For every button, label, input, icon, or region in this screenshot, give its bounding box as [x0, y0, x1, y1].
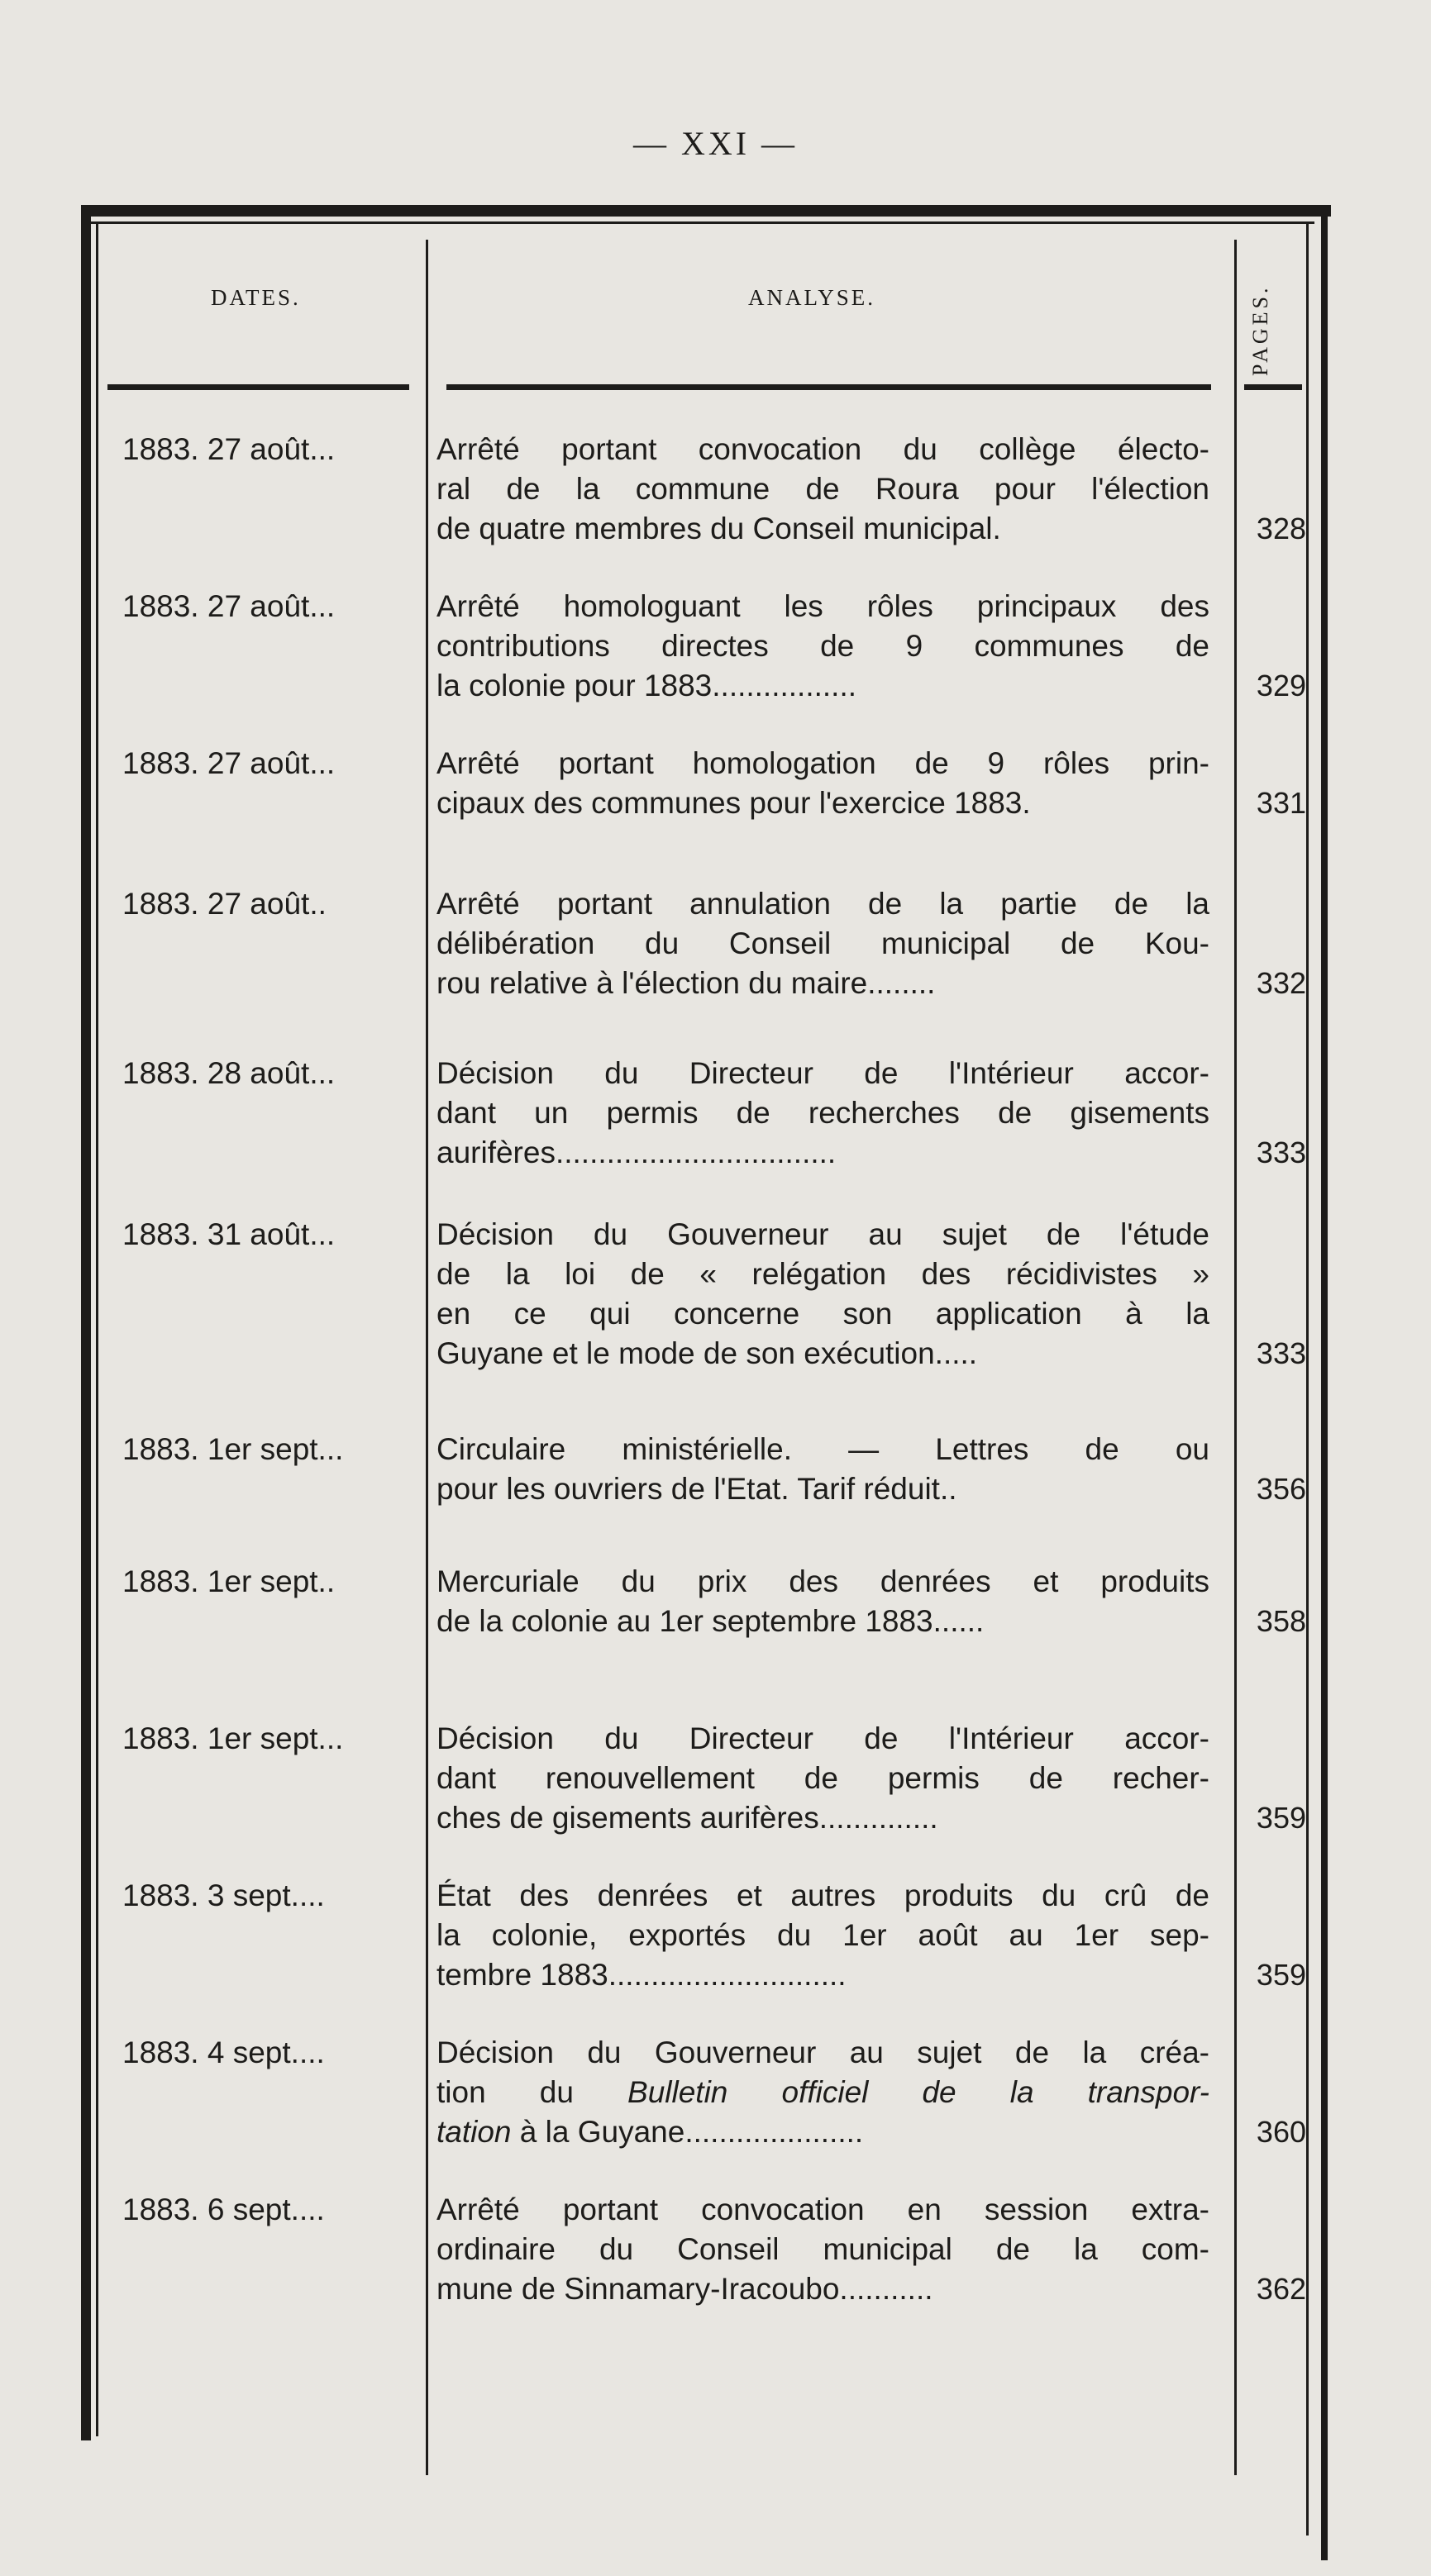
entry-analysis [436, 2190, 1209, 2309]
entry-date: 1883. 6 sept.... [122, 2193, 325, 2226]
entry-analysis-line: Décision du Directeur de l'Intérieur accor- [436, 1721, 1209, 1755]
column-header-dates: DATES. [211, 285, 301, 310]
entry-analysis-line: État des denrées et autres produits du crû de [436, 1878, 1209, 1912]
entry-analysis-line: Arrêté portant annulation de la partie de la [436, 887, 1209, 921]
entry-analysis [436, 1876, 1209, 1995]
entry-page-number: 356 [1256, 1472, 1306, 1506]
entry-date: 1883. 4 sept.... [122, 2036, 325, 2069]
entry-analysis-line: en ce qui concerne son application à la [436, 1297, 1209, 1331]
header-rule-dates [107, 384, 409, 390]
entry-date: 1883. 1er sept... [122, 1721, 344, 1755]
entry-date: 1883. 1er sept... [122, 1432, 344, 1466]
entry-page-number: 362 [1256, 2272, 1306, 2306]
entry-analysis-line: contributions directes de 9 communes de [436, 629, 1209, 663]
header-rule-analysis [446, 384, 1211, 390]
entry-page-number: 331 [1256, 786, 1306, 820]
entry-analysis [436, 744, 1209, 823]
dates-column-divider [426, 240, 428, 2475]
entry-analysis [436, 1562, 1209, 1641]
entry-analysis-line: ches de gisements aurifères.............. [436, 1801, 938, 1835]
entry-analysis-line: dant renouvellement de permis de recher- [436, 1761, 1209, 1795]
entry-analysis [436, 2033, 1209, 2152]
entry-analysis-line: mune de Sinnamary-Iracoubo........... [436, 2272, 933, 2306]
entry-analysis-line: ral de la commune de Roura pour l'élection [436, 472, 1209, 506]
entry-page-number: 359 [1256, 1958, 1306, 1992]
entry-analysis [436, 1719, 1209, 1838]
entry-analysis [436, 1215, 1209, 1374]
entry-analysis-line: Circulaire ministérielle. — Lettres de ou [436, 1432, 1209, 1466]
column-header-pages: PAGES. [1248, 284, 1272, 376]
entry-page-number: 359 [1256, 1801, 1306, 1835]
entry-analysis [436, 587, 1209, 706]
entry-date: 1883. 27 août.. [122, 887, 327, 921]
entry-date: 1883. 28 août... [122, 1056, 336, 1090]
pages-column-divider [1234, 240, 1237, 2475]
entry-analysis-line: ordinaire du Conseil municipal de la com- [436, 2232, 1209, 2266]
entry-analysis-line: Arrêté homologuant les rôles principaux des [436, 589, 1209, 623]
entry-analysis-line: Arrêté portant convocation du collège électo- [436, 432, 1209, 466]
entry-page-number: 360 [1256, 2115, 1306, 2149]
entry-date: 1883. 27 août... [122, 432, 336, 466]
table-right-rule [1306, 221, 1309, 2536]
entry-page-number: 329 [1256, 669, 1306, 702]
entry-analysis-line: pour les ouvriers de l'Etat. Tarif réduit.. [436, 1472, 957, 1506]
entry-page-number: 358 [1256, 1604, 1306, 1638]
entry-analysis-line: tembre 1883............................ [436, 1958, 847, 1992]
entry-date: 1883. 31 août... [122, 1217, 336, 1251]
entry-analysis-line: tion du Bulletin officiel de la transpor- [436, 2075, 1209, 2109]
entry-analysis-line: aurifères................................. [436, 1136, 837, 1169]
entry-analysis-line: tation à la Guyane..................... [436, 2115, 864, 2149]
entry-analysis-line: Décision du Gouverneur au sujet de la créa- [436, 2036, 1209, 2069]
entry-date: 1883. 1er sept.. [122, 1564, 336, 1598]
column-header-analysis: ANALYSE. [748, 285, 876, 310]
entry-analysis-line: Décision du Directeur de l'Intérieur accor- [436, 1056, 1209, 1090]
entry-analysis [436, 430, 1209, 549]
entry-date: 1883. 27 août... [122, 746, 336, 780]
table-right-border [1321, 205, 1328, 2560]
entry-analysis-line: délibération du Conseil municipal de Kou- [436, 926, 1209, 960]
entry-analysis-line: Arrêté portant convocation en session extra- [436, 2193, 1209, 2226]
table-top-border [91, 205, 1331, 217]
entry-analysis-line: de la colonie au 1er septembre 1883...... [436, 1604, 985, 1638]
entry-analysis-line: Décision du Gouverneur au sujet de l'étude [436, 1217, 1209, 1251]
entry-analysis-line: Arrêté portant homologation de 9 rôles prin- [436, 746, 1209, 780]
entry-analysis [436, 1430, 1209, 1509]
entry-page-number: 328 [1256, 512, 1306, 545]
entry-page-number: 333 [1256, 1336, 1306, 1370]
page-number: — XXI — [632, 125, 799, 162]
entry-page-number: 333 [1256, 1136, 1306, 1169]
entry-analysis-line: la colonie pour 1883................. [436, 669, 857, 702]
entry-analysis-line: Guyane et le mode de son exécution..... [436, 1336, 978, 1370]
entry-analysis-line: Mercuriale du prix des denrées et produits [436, 1564, 1209, 1598]
header-rule-pages [1244, 384, 1302, 390]
table-top-rule [91, 221, 1314, 224]
entry-analysis-line: de la loi de « relégation des récidivistes » [436, 1257, 1209, 1291]
entry-date: 1883. 3 sept.... [122, 1878, 325, 1912]
entry-analysis-line: cipaux des communes pour l'exercice 1883. [436, 786, 1031, 820]
entry-page-number: 332 [1256, 966, 1306, 1000]
entry-date: 1883. 27 août... [122, 589, 336, 623]
entry-analysis-line: de quatre membres du Conseil municipal. [436, 512, 1001, 545]
entry-analysis-line: rou relative à l'élection du maire........ [436, 966, 936, 1000]
entry-analysis-line: dant un permis de recherches de gisements [436, 1096, 1209, 1130]
entry-analysis-line: la colonie, exportés du 1er août au 1er sep- [436, 1918, 1209, 1952]
table-left-rule [96, 221, 98, 2436]
entry-analysis [436, 1054, 1209, 1173]
entry-analysis [436, 884, 1209, 1003]
table-left-border [81, 205, 91, 2440]
